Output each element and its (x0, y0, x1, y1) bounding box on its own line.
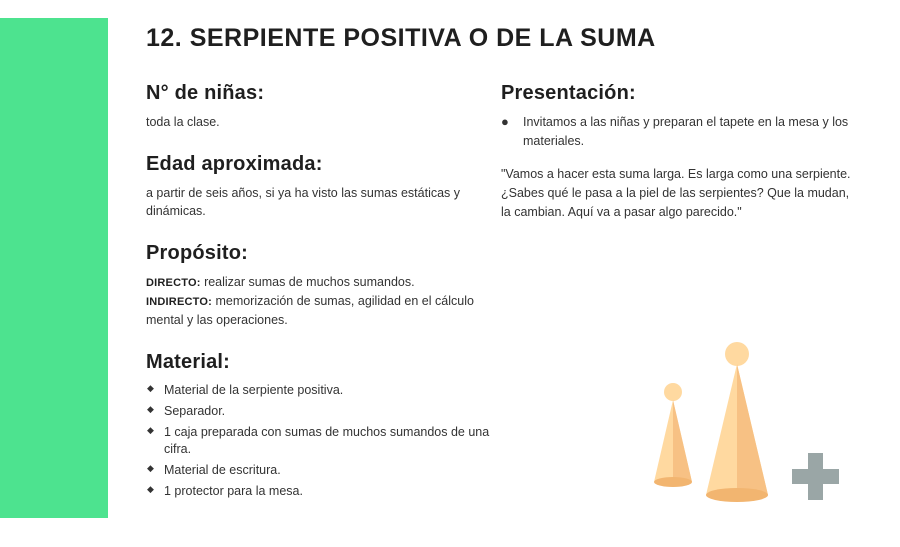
list-item (146, 403, 491, 420)
purpose-indirect-label: INDIRECTO: (146, 296, 212, 309)
purpose-indirect-line (146, 292, 491, 329)
presentation-bullet-text: Invitamos a las niñas y preparan el tapete en la mesa y los materiales. (523, 115, 849, 148)
list-item (146, 424, 491, 458)
list-item-label: Material de la serpiente positiva. (164, 383, 344, 398)
purpose-direct-label: DIRECTO: (146, 277, 201, 290)
diamond-bullet-icon: ◆ (147, 483, 154, 494)
purpose-direct-line (146, 273, 491, 292)
montessori-pieces-illustration (640, 330, 860, 520)
left-column (146, 82, 491, 504)
diamond-bullet-icon: ◆ (147, 425, 154, 436)
list-item (146, 382, 491, 399)
section-heading-presentacion: Presentación: (501, 82, 636, 104)
material-list (146, 382, 491, 499)
green-side-bar (0, 18, 108, 518)
list-item (146, 462, 491, 479)
plus-sign-icon (792, 453, 839, 500)
list-item-label: 1 protector para la mesa. (164, 483, 303, 498)
section-heading-edad: Edad aproximada: (146, 153, 323, 176)
section-text-edad: a partir de seis años, si ya ha visto las sumas estáticas y dinámicas. (146, 186, 461, 219)
list-item-label: Separador. (164, 404, 226, 419)
round-bullet-icon: ● (501, 114, 509, 129)
right-column (501, 82, 861, 223)
diamond-bullet-icon: ◆ (147, 404, 154, 415)
illustration-svg (640, 330, 860, 520)
purpose-direct-text: realizar sumas de muchos sumandos. (204, 275, 415, 290)
section-text-ninas: toda la clase. (146, 115, 220, 129)
page-title: 12. SERPIENTE POSITIVA O DE LA SUMA (146, 24, 656, 52)
list-item (146, 483, 491, 500)
list-item-label: 1 caja preparada con sumas de muchos sumandos de una cifra. (164, 425, 490, 456)
section-heading-ninas: N° de niñas: (146, 82, 265, 104)
presentation-bullet (501, 113, 861, 151)
purpose-indirect-text: memorización de sumas, agilidad en el cálculo mental y las operaciones. (146, 294, 474, 328)
presentation-quote: "Vamos a hacer esta suma larga. Es larga como una serpiente. ¿Sabes qué le pasa a la piel de las serpientes? Que la mudan, la cambian. Aquí va a pasar algo parecido." (501, 166, 851, 220)
small-cone-piece (654, 383, 692, 487)
large-cone-piece (706, 342, 768, 502)
diamond-bullet-icon: ◆ (147, 462, 154, 473)
list-item-label: Material de escritura. (164, 462, 281, 477)
section-heading-material: Material: (146, 351, 231, 374)
diamond-bullet-icon: ◆ (147, 383, 154, 394)
section-heading-proposito: Propósito: (146, 242, 248, 265)
